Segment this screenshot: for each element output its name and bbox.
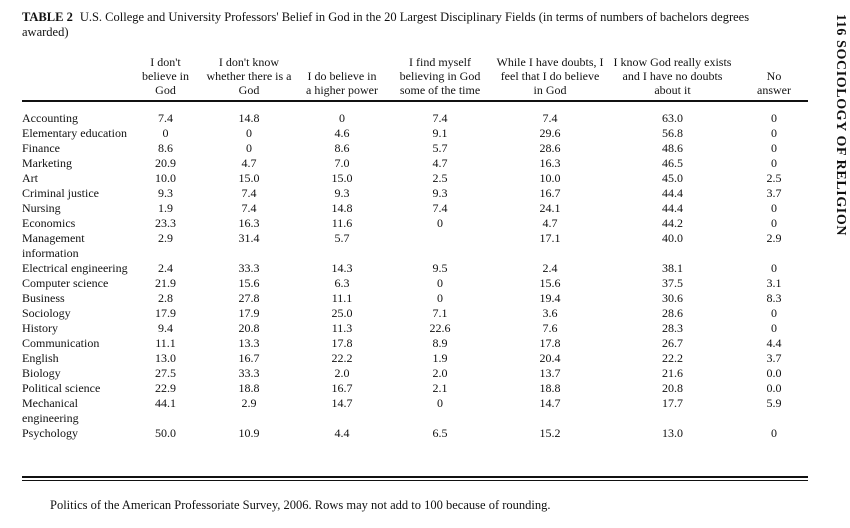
value-cell: 13.0 xyxy=(155,351,176,365)
value-cell: 0 xyxy=(771,141,777,155)
value-cell: 17.9 xyxy=(238,306,260,320)
value-cell: 10.9 xyxy=(238,426,260,440)
value-cell: 16.3 xyxy=(238,216,260,230)
value-cell: 0 xyxy=(771,216,777,230)
table-footnote: Politics of the American Professoriate Survey, 2006. Rows may not add to 100 because of rounding. xyxy=(50,498,551,512)
running-head: 116 SOCIOLOGY OF RELIGION xyxy=(833,14,848,237)
value-cell: 17.8 xyxy=(539,336,561,350)
column-header: I don't believe in God xyxy=(142,55,189,97)
value-cell: 15.2 xyxy=(539,426,561,440)
value-cell xyxy=(385,231,495,261)
value-cell: 16.7 xyxy=(331,381,353,395)
value-cell: 11.3 xyxy=(331,321,353,335)
value-cell: 7.1 xyxy=(432,306,448,320)
value-cell: 15.0 xyxy=(238,171,260,185)
value-cell: 50.0 xyxy=(155,426,176,440)
value-cell: 17.9 xyxy=(155,306,176,320)
value-cell: 4.4 xyxy=(334,426,350,440)
value-cell: 5.7 xyxy=(334,231,350,245)
bottom-rule-thin xyxy=(22,480,808,481)
value-cell: 20.9 xyxy=(155,156,176,170)
value-cell: 9.3 xyxy=(158,186,173,200)
value-cell: 14.8 xyxy=(331,201,353,215)
value-cell: 4.4 xyxy=(766,336,782,350)
field-name: Economics xyxy=(22,216,76,230)
value-cell: 2.9 xyxy=(766,231,782,245)
value-cell: 0 xyxy=(771,126,777,140)
value-cell: 44.2 xyxy=(662,216,683,230)
value-cell: 2.9 xyxy=(158,231,173,245)
column-header: I do believe in a higher power xyxy=(306,69,378,97)
value-cell: 23.3 xyxy=(155,216,176,230)
value-cell: 9.4 xyxy=(158,321,173,335)
value-cell: 38.1 xyxy=(662,261,683,275)
field-name: Mechanical engineering xyxy=(22,396,79,425)
value-cell: 48.6 xyxy=(662,141,683,155)
value-cell: 14.7 xyxy=(539,396,561,410)
value-cell: 13.3 xyxy=(238,336,260,350)
column-header: I find myself believing in God some of the time xyxy=(399,55,481,97)
table-label: TABLE 2 xyxy=(22,10,73,24)
field-name: Nursing xyxy=(22,201,61,215)
value-cell: 5.9 xyxy=(766,396,782,410)
value-cell: 7.4 xyxy=(241,186,257,200)
table-row xyxy=(22,381,808,396)
table-row xyxy=(22,321,808,336)
table-row xyxy=(22,351,808,366)
table-row xyxy=(22,216,808,231)
bottom-rule xyxy=(22,476,808,478)
field-name: Art xyxy=(22,171,38,185)
value-cell: 0 xyxy=(771,111,777,125)
value-cell: 19.4 xyxy=(539,291,561,305)
value-cell: 7.4 xyxy=(158,111,173,125)
value-cell: 3.6 xyxy=(542,306,558,320)
value-cell: 9.3 xyxy=(334,186,350,200)
value-cell: 2.9 xyxy=(241,396,257,410)
value-cell: 8.3 xyxy=(766,291,782,305)
value-cell: 0.0 xyxy=(766,381,782,395)
value-cell: 33.3 xyxy=(238,366,260,380)
table-row xyxy=(22,201,808,216)
value-cell: 4.7 xyxy=(432,156,448,170)
value-cell: 28.6 xyxy=(662,306,683,320)
table-row xyxy=(22,306,808,321)
table-caption xyxy=(22,10,782,40)
field-name: Business xyxy=(22,291,65,305)
value-cell: 28.3 xyxy=(662,321,683,335)
value-cell: 2.4 xyxy=(158,261,173,275)
table-row xyxy=(22,276,808,291)
value-cell: 3.7 xyxy=(766,186,782,200)
value-cell: 9.5 xyxy=(432,261,448,275)
value-cell: 16.7 xyxy=(238,351,260,365)
table-row xyxy=(22,231,808,261)
value-cell: 7.4 xyxy=(432,201,448,215)
value-cell: 1.9 xyxy=(432,351,448,365)
value-cell: 4.7 xyxy=(241,156,257,170)
value-cell: 20.4 xyxy=(539,351,561,365)
value-cell: 15.6 xyxy=(238,276,260,290)
value-cell: 0 xyxy=(771,306,777,320)
value-cell: 29.6 xyxy=(539,126,561,140)
value-cell: 44.1 xyxy=(155,396,176,410)
value-cell: 8.6 xyxy=(334,141,350,155)
table-row xyxy=(22,261,808,276)
value-cell: 18.8 xyxy=(238,381,260,395)
value-cell: 45.0 xyxy=(662,171,683,185)
value-cell: 0 xyxy=(246,126,252,140)
value-cell: 2.1 xyxy=(432,381,448,395)
value-cell: 8.6 xyxy=(158,141,173,155)
value-cell: 7.6 xyxy=(542,321,558,335)
value-cell: 22.2 xyxy=(331,351,353,365)
value-cell: 15.6 xyxy=(539,276,561,290)
value-cell: 40.0 xyxy=(662,231,683,245)
value-cell: 37.5 xyxy=(662,276,683,290)
value-cell: 0 xyxy=(437,291,443,305)
value-cell: 4.6 xyxy=(334,126,350,140)
field-name: Marketing xyxy=(22,156,72,170)
value-cell: 10.0 xyxy=(155,171,176,185)
value-cell: 30.6 xyxy=(662,291,683,305)
field-name: Computer science xyxy=(22,276,109,290)
column-header: I don't know whether there is a God xyxy=(206,55,292,97)
value-cell: 2.5 xyxy=(432,171,448,185)
table-title: U.S. College and University Professors' Belief in God in the 20 Largest Disciplinary Fields (in terms of numbers of bachelors degrees awarded) xyxy=(22,10,750,39)
field-name: Elementary education xyxy=(22,126,127,140)
table-row xyxy=(22,366,808,381)
value-cell: 27.8 xyxy=(238,291,260,305)
value-cell: 22.9 xyxy=(155,381,176,395)
table-row xyxy=(22,171,808,186)
value-cell: 63.0 xyxy=(662,111,683,125)
table-row xyxy=(22,336,808,351)
value-cell: 22.2 xyxy=(662,351,683,365)
value-cell: 25.0 xyxy=(331,306,353,320)
value-cell: 17.7 xyxy=(662,396,683,410)
belief-table xyxy=(22,55,808,441)
value-cell: 0 xyxy=(162,126,169,140)
table-row xyxy=(22,101,808,126)
value-cell: 14.7 xyxy=(331,396,353,410)
value-cell: 18.8 xyxy=(539,381,561,395)
value-cell: 2.0 xyxy=(334,366,350,380)
value-cell: 16.3 xyxy=(539,156,561,170)
value-cell: 11.1 xyxy=(331,291,353,305)
value-cell: 20.8 xyxy=(238,321,260,335)
value-cell: 13.0 xyxy=(662,426,683,440)
table-row xyxy=(22,291,808,306)
field-name: Communication xyxy=(22,336,100,350)
header-row xyxy=(22,55,808,101)
value-cell: 56.8 xyxy=(662,126,683,140)
value-cell: 7.0 xyxy=(334,156,350,170)
value-cell: 11.6 xyxy=(331,216,353,230)
field-name: English xyxy=(22,351,59,365)
value-cell: 7.4 xyxy=(241,201,257,215)
table-row xyxy=(22,126,808,141)
value-cell: 21.6 xyxy=(662,366,683,380)
field-name: Accounting xyxy=(22,111,78,125)
value-cell: 15.0 xyxy=(331,171,353,185)
value-cell: 13.7 xyxy=(539,366,561,380)
value-cell: 0 xyxy=(771,201,777,215)
field-name: Criminal justice xyxy=(22,186,99,200)
value-cell: 44.4 xyxy=(662,186,683,200)
value-cell: 3.7 xyxy=(766,351,782,365)
value-cell: 0 xyxy=(771,261,777,275)
value-cell: 8.9 xyxy=(432,336,448,350)
value-cell: 31.4 xyxy=(238,231,260,245)
value-cell: 4.7 xyxy=(542,216,558,230)
value-cell: 0 xyxy=(437,276,443,290)
table-row xyxy=(22,426,808,441)
value-cell: 6.5 xyxy=(432,426,448,440)
field-name: Electrical engineering xyxy=(22,261,128,275)
value-cell: 5.7 xyxy=(432,141,448,155)
field-name: Sociology xyxy=(22,306,71,320)
field-name: Finance xyxy=(22,141,60,155)
column-header: No answer xyxy=(757,69,791,97)
value-cell: 17.8 xyxy=(331,336,353,350)
value-cell: 44.4 xyxy=(662,201,683,215)
value-cell: 0 xyxy=(771,426,777,440)
value-cell: 2.0 xyxy=(432,366,448,380)
header-field xyxy=(22,55,132,101)
value-cell: 0 xyxy=(246,141,252,155)
field-name: Political science xyxy=(22,381,101,395)
value-cell: 24.1 xyxy=(539,201,561,215)
value-cell: 11.1 xyxy=(155,336,176,350)
value-cell: 2.8 xyxy=(158,291,173,305)
field-name: Psychology xyxy=(22,426,79,440)
value-cell: 7.4 xyxy=(542,111,558,125)
column-header: While I have doubts, I feel that I do believe in God xyxy=(496,55,604,97)
value-cell: 16.7 xyxy=(539,186,561,200)
value-cell: 10.0 xyxy=(539,171,561,185)
value-cell: 9.3 xyxy=(432,186,448,200)
value-cell: 21.9 xyxy=(155,276,176,290)
value-cell: 27.5 xyxy=(155,366,176,380)
value-cell: 0 xyxy=(339,111,345,125)
value-cell: 46.5 xyxy=(662,156,683,170)
value-cell: 1.9 xyxy=(158,201,173,215)
table-row xyxy=(22,186,808,201)
value-cell: 20.8 xyxy=(662,381,683,395)
table-row xyxy=(22,156,808,171)
value-cell: 14.3 xyxy=(331,261,353,275)
value-cell: 2.5 xyxy=(766,171,782,185)
value-cell: 0 xyxy=(771,321,777,335)
value-cell: 3.1 xyxy=(766,276,782,290)
column-header: I know God really exists and I have no doubts about it xyxy=(613,55,732,97)
value-cell: 22.6 xyxy=(429,321,451,335)
value-cell: 28.6 xyxy=(539,141,561,155)
field-name: Management information xyxy=(22,231,85,260)
field-name: History xyxy=(22,321,58,335)
value-cell: 17.1 xyxy=(539,231,561,245)
value-cell: 0 xyxy=(771,156,777,170)
value-cell: 2.4 xyxy=(542,261,558,275)
value-cell: 9.1 xyxy=(432,126,448,140)
value-cell: 0 xyxy=(437,216,443,230)
value-cell: 0 xyxy=(437,396,443,410)
value-cell: 0.0 xyxy=(766,366,782,380)
value-cell: 6.3 xyxy=(334,276,350,290)
table-row xyxy=(22,141,808,156)
value-cell: 14.8 xyxy=(238,111,260,125)
field-name: Biology xyxy=(22,366,61,380)
table-row xyxy=(22,396,808,426)
value-cell: 26.7 xyxy=(662,336,683,350)
value-cell: 7.4 xyxy=(432,111,448,125)
value-cell: 33.3 xyxy=(238,261,260,275)
